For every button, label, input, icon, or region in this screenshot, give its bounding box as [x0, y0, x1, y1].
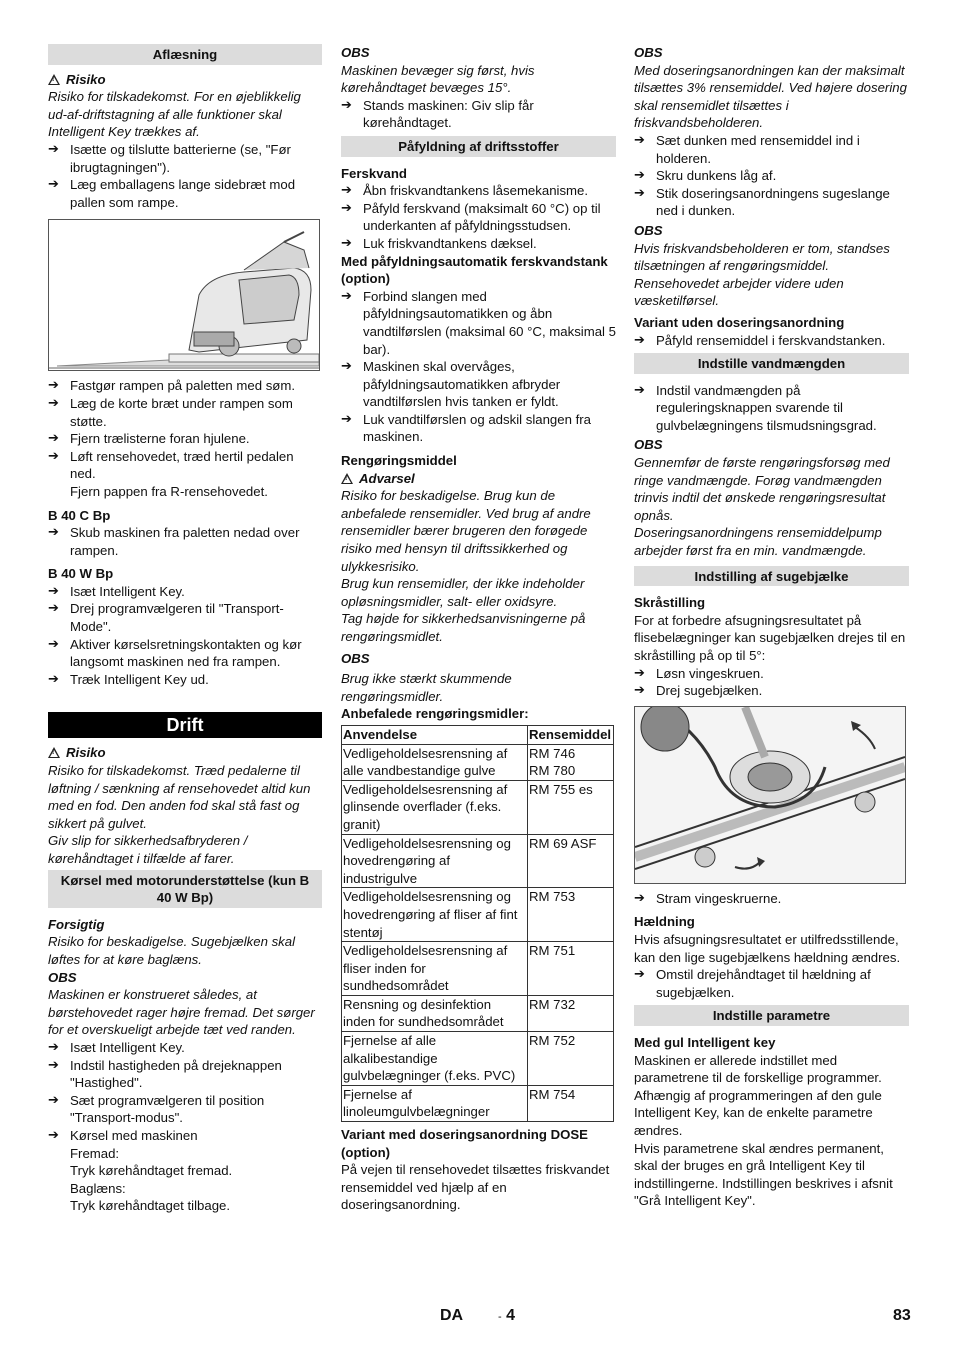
step-list — [48, 141, 322, 211]
paragraph: Hvis afsugningsresultatet er utilfredsstillende, kan den lige sugebjælkens hældning ændres. — [634, 931, 901, 965]
table-cell: Fjernelse af linoleumgulvbelægninger — [342, 1085, 528, 1121]
subheading-variant-dose: Variant med doseringsanordning DOSE (option) — [341, 1127, 588, 1160]
chapter-header-drift: Drift — [48, 712, 322, 738]
note-label: OBS — [634, 437, 663, 453]
risk-text: Risiko for tilskadekomst. For en øjeblikkelig ud-af-driftstagning af alle funktioner skal Intelligent Key trækkes af. — [48, 89, 301, 140]
warning-triangle-icon — [48, 747, 60, 758]
note-label: OBS — [634, 45, 663, 60]
table-cell: RM 746 RM 780 — [528, 744, 614, 780]
step-item: ➔ Isæt Intelligent Key. — [48, 583, 322, 601]
subheading-automatik: Med påfyldningsautomatik ferskvandstank (option) — [341, 253, 608, 287]
step-item: ➔ Påfyld rensemiddel i ferskvandstanken. — [634, 332, 909, 350]
step-list — [634, 132, 909, 220]
column-middle — [341, 44, 616, 1214]
table-cell: RM 752 — [528, 1032, 614, 1086]
step-item: ➔ Påfyld ferskvand (maksimalt 60 °C) op til underkanten af påfyldningsstudsen. — [341, 200, 616, 235]
risk-label: !Risiko — [48, 71, 322, 89]
paragraph: Maskinen er allerede indstillet med parametrene til de forskellige programmer. Afhængig af programmeringen af den gule Intelligent Key, kan de enkelte parametre ændres. Hvis parametrene skal ændres permanent, skal der bruges en grå Intelligent Key til indstillingerne. Indstillingen beskrives i afsnit "Grå Intelligent Key". — [634, 1052, 893, 1209]
column-left — [48, 44, 322, 1215]
note-text: Hvis friskvandsbeholderen er tom, standses tilsætningen af rengøringsmiddel. Rensehovedet arbejder videre uden væsketilførsel. — [634, 240, 890, 309]
subheading-b40c: B 40 C Bp — [48, 507, 111, 523]
note-label: OBS — [341, 650, 370, 666]
subheading-haeldning: Hældning — [634, 914, 695, 930]
section-header-vand: Indstille vandmængden — [634, 353, 909, 374]
table-cell: Vedligeholdelsesrensning af glinsende overflader (f.eks. granit) — [342, 780, 528, 834]
step-list — [48, 524, 322, 559]
step-list — [341, 182, 616, 252]
step-item: ➔ Fjern trælisterne foran hjulene. — [48, 430, 322, 448]
table-cell: RM 69 ASF — [528, 834, 614, 888]
step-item: ➔ Stik doseringsanordningens sugeslange ned i dunken. — [634, 185, 909, 220]
section-header-koersel: Kørsel med motorunderstøttelse (kun B 40 W Bp) — [48, 870, 322, 908]
subheading-b40w: B 40 W Bp — [48, 566, 114, 582]
subheading-rengoering: Rengøringsmiddel — [341, 453, 457, 469]
step-item: ➔ Indstil vandmængden på reguleringsknappen svarende til gulvbelægningens tilsmudsningsgrad. — [634, 382, 909, 435]
paragraph: På vejen til rensehovedet tilsættes friskvandet rensemiddel ved hjælp af en doseringsanordning. — [341, 1162, 610, 1213]
paragraph: For at forbedre afsugningsresultatet på flisebelægninger kan sugebjælken drejes til en skråstilling på op til 5°: — [634, 612, 906, 663]
machine-on-pallet-figure — [48, 219, 320, 371]
step-list — [48, 1039, 322, 1145]
step-note: Fjern pappen fra R-rensehovedet. — [70, 483, 268, 499]
step-list — [634, 332, 909, 350]
note-text: Med doseringsanordningen kan der maksimalt tilsættes 3% rensemiddel. Ved højere dosering skal rensemidlet tilsættes i friskvandsbeholderen. — [634, 62, 907, 131]
table-cell: Vedligeholdelsesrensning og hovedrengøring af fliser af fint stentøj — [342, 888, 528, 942]
table-row — [342, 1032, 614, 1086]
step-item: ➔ Indstil hastigheden på drejeknappen "Hastighed". — [48, 1057, 322, 1092]
subheading-skraastilling: Skråstilling — [634, 595, 706, 611]
step-item: ➔ Aktiver kørselsretningskontakten og kør langsomt maskinen ned fra rampen. — [48, 636, 322, 671]
risk-text: Risiko for tilskadekomst. Træd pedalerne til løftning / sænkning af rensehovedet altid kun med en fod. Den anden fod skal stå fast og sikkert på gulvet. Giv slip for sikkerhedsafbryderen / kørehåndtaget i tilfælde af farer. — [48, 763, 311, 866]
note-label: OBS — [341, 45, 370, 60]
step-item: ➔ Stram vingeskruerne. — [634, 890, 909, 908]
step-item: ➔ Forbind slangen med påfyldningsautomatikken og åbn vandtilførslen (maksimal 60 °C, maksimal 5 bar). — [341, 288, 616, 358]
direction-label: Baglæns: — [70, 1180, 126, 1196]
step-item: ➔ Isæt Intelligent Key. — [48, 1039, 322, 1057]
step-list — [48, 377, 322, 483]
table-cell: RM 755 es — [528, 780, 614, 834]
step-item: ➔ Sæt programvælgeren til position "Transport-modus". — [48, 1092, 322, 1127]
warning-triangle-icon — [48, 74, 60, 85]
direction-label: Fremad: — [70, 1145, 120, 1161]
caution-text: Risiko for beskadigelse. Sugebjælken skal løftes for at køre baglæns. — [48, 934, 296, 967]
warning-triangle-icon — [341, 473, 353, 484]
step-item: ➔ Læg de korte bræt under rampen som støtte. — [48, 395, 322, 430]
table-row — [342, 780, 614, 834]
table-cell: Vedligeholdelsesrensning og hovedrengøring af industrigulve — [342, 834, 528, 888]
note-label: OBS — [634, 222, 663, 238]
step-item: ➔ Løft rensehovedet, træd hertil pedalen ned. — [48, 448, 322, 483]
table-cell: Vedligeholdelsesrensning af fliser inden for sundhedsområdet — [342, 942, 528, 996]
table-row — [342, 744, 614, 780]
table-cell: RM 751 — [528, 942, 614, 996]
step-item: ➔ Stands maskinen: Giv slip får kørehåndtaget. — [341, 97, 616, 132]
table-cell: Rensning og desinfektion inden for sundhedsområdet — [342, 995, 528, 1031]
caution-label: Forsigtig — [48, 916, 105, 932]
page-number: 83 — [893, 1307, 911, 1324]
table-row — [342, 942, 614, 996]
step-list — [48, 583, 322, 689]
step-item: ➔ Sæt dunken med rensemiddel ind i holderen. — [634, 132, 909, 167]
table-header-cell: Rensemiddel — [528, 725, 614, 744]
step-item: ➔ Luk vandtilførslen og adskil slangen fra maskinen. — [341, 411, 616, 446]
step-list — [634, 382, 909, 435]
column-right — [634, 44, 909, 1210]
direction-text: Tryk kørehåndtaget fremad. — [70, 1163, 233, 1179]
step-item: ➔ Skru dunkens låg af. — [634, 167, 909, 185]
note-text: Brug ikke stærkt skummende rengøringsmidler. — [341, 671, 512, 704]
note-text: Maskinen bevæger sig først, hvis kørehåndtaget bevæges 15°. — [341, 62, 535, 96]
step-item: ➔ Træk Intelligent Key ud. — [48, 671, 322, 689]
language-code: DA — [440, 1307, 464, 1324]
page-footer — [0, 1307, 954, 1327]
step-list — [634, 966, 909, 1001]
step-list — [341, 288, 616, 446]
step-item: ➔ Omstil drejehåndtaget til hældning af sugebjælken. — [634, 966, 909, 1001]
step-item: ➔ Luk friskvandtankens dæksel. — [341, 235, 616, 253]
step-item: ➔ Isætte og tilslutte batterierne (se, "Før ibrugtagningen"). — [48, 141, 322, 176]
section-header-paafyldning: Påfyldning af driftsstoffer — [341, 136, 616, 157]
step-item: ➔ Drej sugebjælken. — [634, 682, 909, 700]
step-item: ➔ Læg emballagens lange sidebræt mod pallen som rampe. — [48, 176, 322, 211]
table-row — [342, 995, 614, 1031]
step-list — [634, 665, 909, 700]
note-text: Gennemfør de første rengøringsforsøg med ringe vandmængde. Forøg vandmængden trinvis indtil det ønskede rengøringsresultat opnås. Doseringsanordningens rensemiddelpump arbejder først fra en min. vandmængde. — [634, 455, 890, 559]
table-cell: RM 753 — [528, 888, 614, 942]
table-header-cell: Anvendelse — [342, 725, 528, 744]
note-label: OBS — [48, 969, 77, 985]
step-list — [341, 97, 616, 132]
step-list — [634, 890, 909, 908]
step-item: ➔ Skub maskinen fra paletten nedad over rampen. — [48, 524, 322, 559]
note-text: Maskinen er konstrueret således, at børstehovedet rager højre fremad. Det sørger for et overskueligt arbejde tæt ved randen. — [48, 987, 315, 1038]
local-page-number: - 4 — [498, 1307, 516, 1324]
warning-label: !Advarsel — [341, 470, 616, 488]
section-header-parametre: Indstille parametre — [634, 1005, 909, 1026]
subheading-anbefalede: Anbefalede rengøringsmidler: — [341, 706, 529, 722]
table-cell: Fjernelse af alle alkalibestandige gulvbelægninger (f.eks. PVC) — [342, 1032, 528, 1086]
warning-text: Risiko for beskadigelse. Brug kun de anbefalede rensemidler. Ved brug af andre rensemidler bærer brugeren den forøgede risiko med hensyn til driftssikkerhed og ulykkesrisiko. Brug kun rensemidler, der ikke indeholder opløsningsmidler, salt- eller oxidsyre. Tag højde for sikkerhedsanvisningerne på rengøringsmidlet. — [341, 488, 591, 644]
table-cell: Vedligeholdelsesrensning af alle vandbestandige gulve — [342, 744, 528, 780]
step-item: ➔ Fastgør rampen på paletten med søm. — [48, 377, 322, 395]
detergent-table — [341, 725, 614, 1122]
step-item: ➔ Kørsel med maskinen — [48, 1127, 322, 1145]
section-header-sugebjaelke: Indstilling af sugebjælke — [634, 566, 909, 587]
subheading-gul-key: Med gul Intelligent key — [634, 1034, 776, 1050]
table-cell: RM 732 — [528, 995, 614, 1031]
subheading-uden: Variant uden doseringsanordning — [634, 314, 845, 330]
direction-text: Tryk kørehåndtaget tilbage. — [70, 1198, 231, 1214]
step-item: ➔ Drej programvælgeren til "Transport-Mode". — [48, 600, 322, 635]
table-header-row — [342, 725, 614, 744]
step-item: ➔ Løsn vingeskruen. — [634, 665, 909, 683]
step-item: ➔ Maskinen skal overvåges, påfyldningsautomatikken afbryder vandtilførslen hvis tanken er fyldt. — [341, 358, 616, 411]
table-cell: RM 754 — [528, 1085, 614, 1121]
table-row — [342, 834, 614, 888]
table-row — [342, 888, 614, 942]
risk-label: !Risiko — [48, 744, 322, 762]
squeegee-adjustment-figure — [634, 706, 906, 884]
section-header-aflaesning: Aflæsning — [48, 44, 322, 65]
subheading-ferskvand: Ferskvand — [341, 165, 407, 181]
table-row — [342, 1085, 614, 1121]
step-item: ➔ Åbn friskvandtankens låsemekanisme. — [341, 182, 616, 200]
